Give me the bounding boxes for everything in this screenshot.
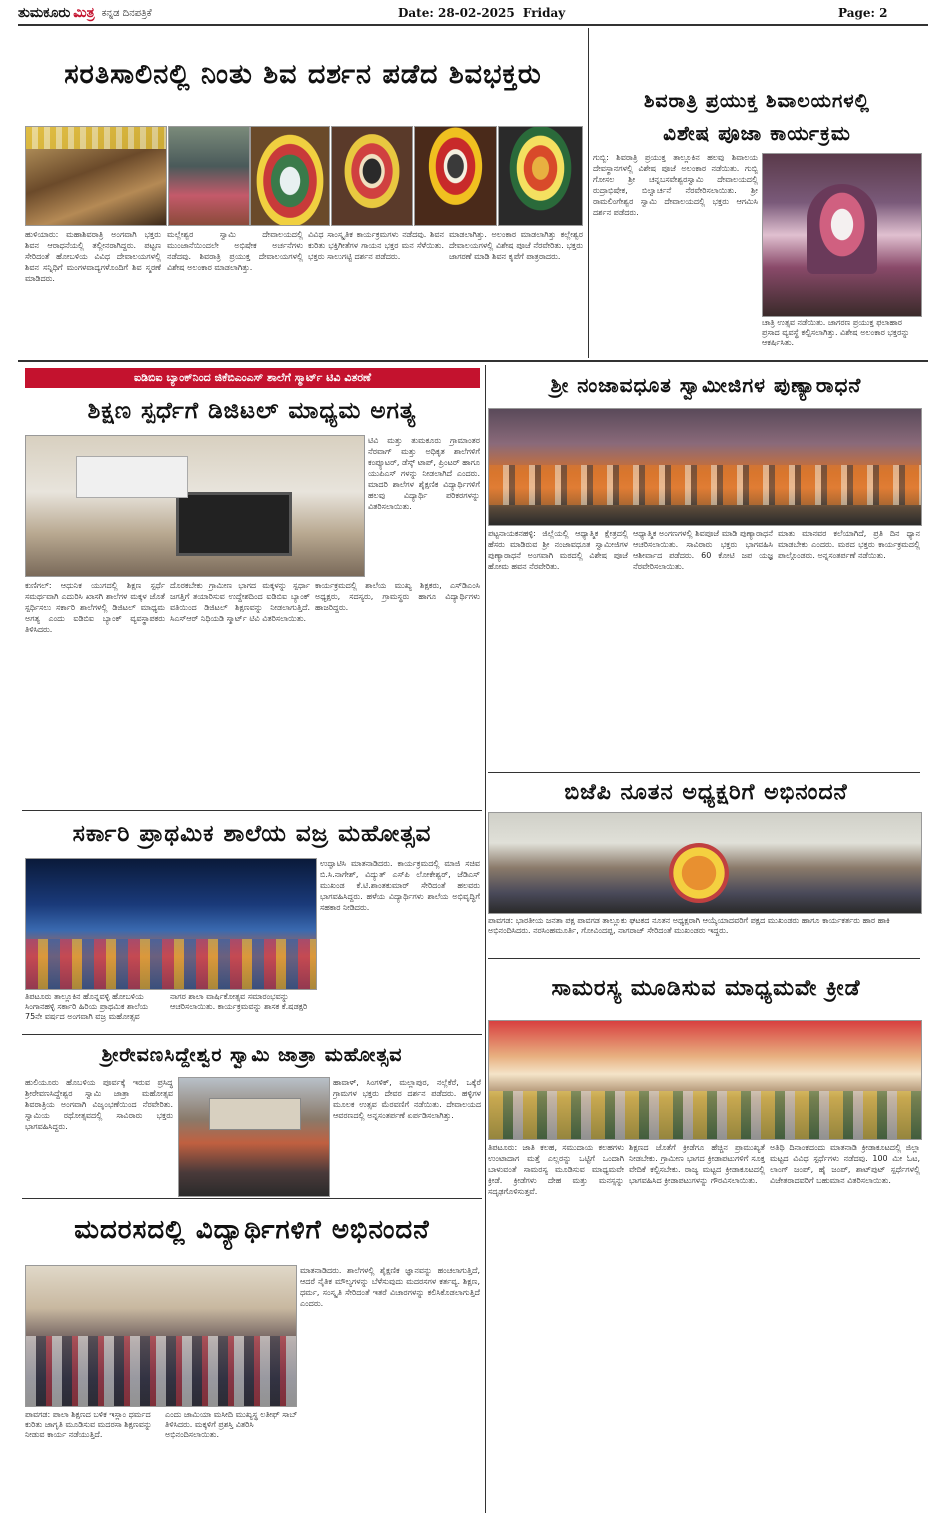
digital-media-column-2: ದೊರಕಬೇಕು ಗ್ರಾಮೀಣ ಭಾಗದ ಮಕ್ಕಳನ್ನು ಸ್ಪರ್ಧಾ ಜಗತ್ತಿಗೆ ತಯಾರಿಸುವ ಉದ್ದೇಶದಿಂದ ಐಡಿಬಿಐ ಬ್ಯಾಂಕ್ ವತಿಯಿಂದ ಡಿಜಿಟಲ್ ಶಿಕ್ಷಣವನ್ನು ನೀಡಲಾಗುತ್ತಿದೆ. ಸಿಎಸ್‌ಆರ್ ನಿಧಿಯಡಿ ಸ್ಮಾರ್ಟ್ ಟಿವಿ ವಿತರಿಸಲಾಯಿತು.: [170, 581, 310, 623]
issue-date: [398, 6, 565, 20]
madarasa-headline: ಮದರಸದಲ್ಲಿ ವಿದ್ಯಾರ್ಥಿಗಳಿಗೆ ಅಭಿನಂದನೆ: [74, 1214, 430, 1245]
special-puja-headline-2: ವಿಶೇಷ ಪೂಜಾ ಕಾರ್ಯಕ್ರಮ: [663, 121, 851, 145]
revanasiddeshwara-headline: ಶ್ರೀರೇವಣಸಿದ್ದೇಶ್ವರ ಸ್ವಾಮಿ ಜಾತ್ರಾ ಮಹೋತ್ಸವ: [101, 1044, 403, 1066]
madarasa-body: ಮಾತನಾಡಿದರು. ಶಾಲೆಗಳಲ್ಲಿ ಶೈಕ್ಷಣಿಕ ಜ್ಞಾನವನ್ನು ಹಂಚಲಾಗುತ್ತಿದೆ, ಆದರೆ ನೈತಿಕ ಮೌಲ್ಯಗಳನ್ನು ಬೆಳೆಸುವುದು ಮದರಸಗಳ ಕರ್ತವ್ಯ. ಶಿಕ್ಷಣ, ಧರ್ಮ, ಸಂಸ್ಕೃತಿ ಸೇರಿದಂತೆ ಇತರೆ ವಿಚಾರಗಳನ್ನು ಕಲಿಸಿಕೊಡಲಾಗುತ್ತಿದೆ ಎಂದರು.: [300, 1266, 480, 1308]
madarasa-caption-2: ಎಂದು ಜಾಮಿಯಾ ಮಸೀದಿ ಮುಖ್ಯಸ್ಥ ಲತೀಫ್ ಸಾಬ್ ತಿಳಿಸಿದರು. ಮಕ್ಕಳಿಗೆ ಪ್ರಶಸ್ತಿ ವಿತರಿಸಿ ಅಭಿನಂದಿಸಲಾಯಿತು.: [165, 1410, 298, 1439]
digital-media-column-1: ಕುಣಿಗಲ್: ಆಧುನಿಕ ಯುಗದಲ್ಲಿ ಶಿಕ್ಷಣ ಸ್ಪರ್ಧೆ ಸಮರ್ಥವಾಗಿ ಎದುರಿಸಿ ಖಾಸಗಿ ಶಾಲೆಗಳ ಮಕ್ಕಳ ಜೊತೆ ಸ್ಪರ್ಧಿಸಲು ಸರ್ಕಾರಿ ಶಾಲೆಗಳಲ್ಲಿ ಡಿಜಿಟಲ್ ಮಾಧ್ಯಮ ಅಗತ್ಯ ಎಂದು ಐಡಿಬಿಐ ಬ್ಯಾಂಕ್ ವ್ಯವಸ್ಥಾಪಕರು ತಿಳಿಸಿದರು.: [25, 581, 165, 634]
section-rule: [18, 360, 928, 362]
nanjavadhuta-column-2: ಆಧ್ಯಾತ್ಮಿಕ ಅಂಗಣಗಳಲ್ಲಿ ಶಿವಪೂಜೆ ಮಾಡಿ ಪುಣ್ಯಾರಾಧನೆ ಆಚರಿಸಲಾಯಿತು. ಸಾವಿರಾರು ಭಕ್ತರು ಭಾಗವಹಿಸಿ ಆಶೀರ್ವಾದ ಪಡೆದರು. 60 ಕೋಟಿ ಜಪ ಯಜ್ಞ ನೆರವೇರಿಸಲಾಯಿತು.: [633, 529, 773, 571]
section-rule: [488, 958, 920, 959]
shiva-queue-column-2: ಮಲ್ಲೇಶ್ವರ ಸ್ವಾಮಿ ದೇವಾಲಯದಲ್ಲಿ ಮುಂಜಾನೆಯಿಂದಲೇ ಅಭಿಷೇಕ ಅರ್ಚನೆಗಳು ನಡೆದವು. ಶಿವರಾತ್ರಿ ಪ್ರಯುಕ್ತ ದೇವಾಲಯಗಳಲ್ಲಿ ವಿಶೇಷ ಅಲಂಕಾರ ಮಾಡಲಾಗಿತ್ತು.: [167, 230, 303, 272]
digital-media-body-right: ಟಿವಿ ಮತ್ತು ತುಮಕೂರು ಗ್ರಾಮಾಂತರ ನೆರವಾಗ್ ಮತ್ತು ಅಧಿಕೃತ ಶಾಲೆಗಳಿಗೆ ಕಂಪ್ಯೂಟರ್, ಡೆಸ್ಕ್ ಟಾಪ್, ಪ್ರಿಂಟರ್ ಹಾಗೂ ಯುಪಿಎಸ್ ಗಳನ್ನು ನೀಡಲಾಗಿದೆ ಎಂದರು. ಮಾದರಿ ಶಾಲೆಗಳ ಶೈಕ್ಷಣಿಕ ವಿದ್ಯಾರ್ಥಿಗಳಿಗೆ ಹಲವು ವಿದ್ಯಾರ್ಥಿ ಪರಿಕರಗಳನ್ನು ವಿತರಿಸಲಾಯಿತು.: [368, 436, 480, 511]
digital-media-column-3: ಕಾರ್ಯಕ್ರಮದಲ್ಲಿ ಶಾಲೆಯ ಮುಖ್ಯ ಶಿಕ್ಷಕರು, ಎಸ್‌ಡಿಎಂಸಿ ಅಧ್ಯಕ್ಷರು, ಸದಸ್ಯರು, ಗ್ರಾಮಸ್ಥರು ಹಾಗೂ ವಿದ್ಯಾರ್ಥಿಗಳು ಹಾಜರಿದ್ದರು.: [315, 581, 480, 612]
masthead: [18, 4, 152, 22]
special-puja-headline-1: ಶಿವರಾತ್ರಿ ಪ್ರಯುಕ್ತ ಶಿವಾಲಯಗಳಲ್ಲಿ: [644, 90, 870, 112]
masthead-name-accent: ಮಿತ್ರ: [73, 5, 95, 21]
temple-photo: [331, 126, 413, 226]
shiva-queue-column-4: ಮಾಡಲಾಗಿತ್ತು. ಅಲಂಕಾರ ಮಾಡಲಾಗಿತ್ತು ಕಲ್ಲೇಶ್ವರ ದೇವಾಲಯಗಳಲ್ಲಿ ವಿಶೇಷ ಪೂಜೆ ನೆರವೇರಿತು. ಭಕ್ತರು ಜಾಗರಣೆ ಮಾಡಿ ಶಿವನ ಕೃಪೆಗೆ ಪಾತ್ರರಾದರು.: [449, 230, 583, 261]
crowd-photo: [488, 1020, 922, 1140]
digital-media-headline: ಶಿಕ್ಷಣ ಸ್ಪರ್ಧೆಗೆ ಡಿಜಿಟಲ್ ಮಾಧ್ಯಮ ಅಗತ್ಯ: [87, 398, 417, 424]
nanjavadhuta-headline: ಶ್ರೀ ನಂಜಾವಧೂತ ಸ್ವಾಮೀಜಿಗಳ ಪುಣ್ಯಾರಾಧನೆ: [550, 373, 862, 397]
stage-photo: [25, 858, 317, 990]
temple-photo: [498, 126, 583, 226]
column-divider: [588, 28, 589, 358]
day-text: Friday: [522, 6, 566, 20]
shiva-queue-headline: ಸರತಿಸಾಲಿನಲ್ಲಿ ನಿಂತು ಶಿವ ದರ್ಶನ ಪಡೆದ ಶಿವಭಕ್ತರು: [64, 59, 542, 90]
section-rule: [22, 810, 482, 811]
section-rule: [22, 1198, 482, 1199]
vajra-mahotsava-body: ಉದ್ಘಾಟಿಸಿ ಮಾತನಾಡಿದರು. ಕಾರ್ಯಕ್ರಮದಲ್ಲಿ ಮಾಜಿ ಸಚಿವ ಬಿ.ಸಿ.ನಾಗೇಶ್, ವಿದ್ಯುತ್ ಎಸ್‌ಪಿ ಲೋಕೇಶ್ವರ್, ಜೆಡಿಎಸ್ ಮುಖಂಡ ಕೆ.ಟಿ.ಶಾಂತಕುಮಾರ್ ಸೇರಿದಂತೆ ಹಲವರು ಭಾಗವಹಿಸಿದ್ದರು. ಹಳೆಯ ವಿದ್ಯಾರ್ಥಿಗಳು ಶಾಲೆಯ ಅಭಿವೃದ್ಧಿಗೆ ಸಹಕಾರ ನೀಡಿದರು.: [320, 859, 480, 912]
digital-media-kicker: ಐಡಿಬಿಐ ಬ್ಯಾಂಕ್‌ನಿಂದ ಜಿಕೆಬಿಎಂಎಸ್ ಶಾಲೆಗೆ ಸ್ಮಾರ್ಟ್ ಟಿವಿ ವಿತರಣೆ: [25, 368, 480, 388]
masthead-name: ತುಮಕೂರು: [18, 5, 71, 21]
special-puja-caption: ಚಾತ್ರಿ ಉತ್ಸವ ನಡೆಯಿತು. ಜಾಗರಣ ಪ್ರಯುಕ್ತ ಫಲಾಹಾರ ಪ್ರಸಾದ ವ್ಯವಸ್ಥೆ ಕಲ್ಪಿಸಲಾಗಿತ್ತು. ವಿಶೇಷ ಅಲಂಕಾರ ಭಕ್ತರನ್ನು ಆಕರ್ಷಿಸಿತು.: [762, 318, 910, 347]
festival-photo: [178, 1077, 330, 1197]
column-divider: [485, 365, 486, 1513]
sports-column-3: ಅತಿಥಿ ದಿನಾಂಕದಂದು ಮಾತನಾಡಿ ಕ್ರೀಡಾಕೂಟದಲ್ಲಿ ಜಿಲ್ಲಾ ಮಟ್ಟದ ವಿವಿಧ ಸ್ಪರ್ಧೆಗಳು ನಡೆದವು. 100 ಮೀ ಓಟ, ಲಾಂಗ್ ಜಂಪ್, ಹೈ ಜಂಪ್, ಶಾಟ್‌ಪುಟ್ ಸ್ಪರ್ಧೆಗಳಲ್ಲಿ ವಿಜೇತರಾದವರಿಗೆ ಬಹುಮಾನ ವಿತರಿಸಲಾಯಿತು.: [770, 1143, 920, 1185]
section-rule: [488, 772, 920, 773]
vajra-mahotsava-headline: ಸರ್ಕಾರಿ ಪ್ರಾಥಮಿಕ ಶಾಲೆಯ ವಜ್ರ ಮಹೋತ್ಸವ: [72, 821, 432, 847]
temple-photo: [168, 126, 250, 226]
vajra-mahotsava-caption: ತಿಪಟೂರು ತಾಲ್ಲೂಕಿನ ಹೊನ್ನವಳ್ಳಿ ಹೋಬಳಿಯ ಸಿಂಗಾನಹಳ್ಳಿ ಸರ್ಕಾರಿ ಹಿರಿಯ ಪ್ರಾಥಮಿಕ ಶಾಲೆಯ 75ನೇ ವರ್ಷದ ಅಂಗವಾಗಿ ವಜ್ರ ಮಹೋತ್ಸವ: [25, 992, 149, 1021]
temple-photo: [25, 126, 167, 226]
shrine-photo: [762, 153, 922, 317]
nanjavadhuta-column-3: ಮಾತು ಮಾನವರ ಕಲೆಯಾಗಿದೆ, ಪ್ರತಿ ದಿನ ಧ್ಯಾನ ಮಾಡಬೇಕು ಎಂದರು. ಮಠದ ಭಕ್ತರು ಕಾರ್ಯಕ್ರಮದಲ್ಲಿ ಪಾಲ್ಗೊಂಡರು. ಅನ್ನಸಂತರ್ಪಣೆ ನಡೆಯಿತು.: [778, 529, 920, 560]
section-rule: [22, 1034, 482, 1035]
temple-photo: [414, 126, 497, 226]
madarasa-caption: ಪಾವಗಡ: ಪಾಲಾ ಶಿಕ್ಷಣದ ಬಳಿಕ ಇಸ್ಲಾಂ ಧರ್ಮದ ಕುರಿತು ಜಾಗೃತಿ ಮೂಡಿಸುವ ಮದರಸಾ ಶಿಕ್ಷಣವನ್ನು ನೀಡುವ ಕಾರ್ಯ ನಡೆಯುತ್ತಿದೆ.: [25, 1410, 152, 1439]
nanjavadhuta-column-1: ಪಟ್ಟನಾಯಕನಹಳ್ಳಿ: ಜಿಲ್ಲೆಯಲ್ಲಿ ಆಧ್ಯಾತ್ಮಿಕ ಕ್ಷೇತ್ರದಲ್ಲಿ ಹೆಸರು ಮಾಡಿರುವ ಶ್ರೀ ನಂಜಾವಧೂತ ಸ್ವಾಮೀಜಿಗಳ ಪುಣ್ಯಾರಾಧನೆ ಅಂಗವಾಗಿ ಮಠದಲ್ಲಿ ವಿಶೇಷ ಪೂಜೆ ಹೋಮ ಹವನ ನೆರವೇರಿತು.: [488, 529, 628, 571]
shiva-queue-column-1: ಹುಳಿಯಾರು: ಮಹಾಶಿವರಾತ್ರಿ ಅಂಗವಾಗಿ ಭಕ್ತರು ಶಿವನ ಆರಾಧನೆಯಲ್ಲಿ ತಲ್ಲೀನರಾಗಿದ್ದರು. ಪಟ್ಟಣ ಸೇರಿದಂತೆ ಹೋಬಳಿಯ ವಿವಿಧ ದೇವಾಲಯಗಳಲ್ಲಿ ಶಿವನ ಸನ್ನಿಧಿಗೆ ಮಂಗಳವಾದ್ಯಗಳೊಂದಿಗೆ ಶಿವ ಸ್ಮರಣೆ ಮಾಡಿದರು.: [25, 230, 161, 283]
bjp-caption: ಪಾವಗಡ: ಭಾರತೀಯ ಜನತಾ ಪಕ್ಷ ಪಾವಗಡ ತಾಲ್ಲೂಕು ಘಟಕದ ನೂತನ ಅಧ್ಯಕ್ಷರಾಗಿ ಆಯ್ಕೆಯಾದವರಿಗೆ ಪಕ್ಷದ ಮುಖಂಡರು ಹಾಗೂ ಕಾರ್ಯಕರ್ತರು ಹಾರ ಹಾಕಿ ಅಭಿನಂದಿಸಿದರು. ನರಸಿಂಹಮೂರ್ತಿ, ಗೋವಿಂದಪ್ಪ, ನಾಗರಾಜ್ ಸೇರಿದಂತೆ ಮುಖಂಡರು ಇದ್ದರು.: [488, 916, 890, 935]
vajra-mahotsava-caption-2: ನಾಗರ ಶಾಲಾ ವಾರ್ಷಿಕೋತ್ಸವ ಸಮಾರಂಭವನ್ನು ಆಚರಿಸಲಾಯಿತು. ಕಾರ್ಯಕ್ರಮವನ್ನು ಶಾಸಕ ಕೆ.ಷಡಕ್ಷರಿ: [170, 992, 308, 1011]
sadhus-photo: [488, 408, 922, 526]
sports-column-2: ಶಿಕ್ಷಣದ ಜೊತೆಗೆ ಕ್ರೀಡೆಗೂ ಹೆಚ್ಚಿನ ಪ್ರಾಮುಖ್ಯತೆ ನೀಡಬೇಕು. ಗ್ರಾಮೀಣ ಭಾಗದ ಕ್ರೀಡಾಪಟುಗಳಿಗೆ ಸೂಕ್ತ ವೇದಿಕೆ ಕಲ್ಪಿಸಬೇಕು. ರಾಜ್ಯ ಮಟ್ಟದ ಕ್ರೀಡಾಕೂಟದಲ್ಲಿ ಭಾಗವಹಿಸಿದ ಕ್ರೀಡಾಪಟುಗಳನ್ನು ಗೌರವಿಸಲಾಯಿತು.: [629, 1143, 765, 1185]
classroom-photo: [25, 435, 365, 577]
bjp-headline: ಬಿಜೆಪಿ ನೂತನ ಅಧ್ಯಕ್ಷರಿಗೆ ಅಭಿನಂದನೆ: [564, 779, 848, 805]
felicitation-photo: [488, 812, 922, 914]
students-photo: [25, 1265, 297, 1407]
page-number: Page: 2: [838, 6, 888, 20]
date-text: Date: 28-02-2025: [398, 6, 515, 20]
masthead-tagline: ಕನ್ನಡ ದಿನಪತ್ರಿಕೆ: [101, 7, 152, 19]
revanasiddeshwara-body-right: ಹಾವಾಳ್, ಸಿಂಗಳಿಕ್, ಮಲ್ಲಾಪುರ, ನಲ್ಲೆಕೆರೆ, ಒಕ್ಕೆರೆ ಗ್ರಾಮಗಳ ಭಕ್ತರು ದೇವರ ದರ್ಶನ ಪಡೆದರು. ಹಳ್ಳಿಗಳ ಮೂಲಕ ಉತ್ಸವ ಮೆರವಣಿಗೆ ನಡೆಯಿತು. ದೇವಾಲಯದ ಆವರಣದಲ್ಲಿ ಅನ್ನಸಂತರ್ಪಣೆ ಏರ್ಪಡಿಸಲಾಗಿತ್ತು.: [333, 1078, 481, 1120]
temple-photo: [250, 126, 330, 226]
special-puja-body: ಗುಬ್ಬಿ: ಶಿವರಾತ್ರಿ ಪ್ರಯುಕ್ತ ತಾಲ್ಲೂಕಿನ ಹಲವು ಶಿವಾಲಯ ದೇವಸ್ಥಾನಗಳಲ್ಲಿ ವಿಶೇಷ ಪೂಜೆ ಅಲಂಕಾರ ನಡೆಯಿತು. ಗುಬ್ಬಿ ಗೋಸಲ ಶ್ರೀ ಚನ್ನಬಸವೇಶ್ವರಸ್ವಾಮಿ ದೇವಾಲಯದಲ್ಲಿ ರುದ್ರಾಭಿಷೇಕ, ಬಿಲ್ವಾರ್ಚನೆ ನೆರವೇರಿಸಲಾಯಿತು. ಶ್ರೀ ರಾಮಲಿಂಗೇಶ್ವರ ಸ್ವಾಮಿ ದೇವಾಲಯದಲ್ಲಿ ಭಕ್ತರು ಆಗಮಿಸಿ ದರ್ಶನ ಪಡೆದರು.: [593, 153, 758, 217]
header-rule: [18, 24, 928, 26]
sports-headline: ಸಾಮರಸ್ಯ ಮೂಡಿಸುವ ಮಾಧ್ಯಮವೇ ಕ್ರೀಡೆ: [551, 975, 861, 1001]
revanasiddeshwara-body-left: ಹುಲಿಯೂರು ಹೊಬಳಿಯ ಪೂರ್ವಕ್ಕೆ ಇರುವ ಪ್ರಸಿದ್ಧ ಶ್ರೀರೇವಣಸಿದ್ದೇಶ್ವರ ಸ್ವಾಮಿ ಜಾತ್ರಾ ಮಹೋತ್ಸವ ಶಿವರಾತ್ರಿಯ ಅಂಗವಾಗಿ ವಿಜೃಂಭಣೆಯಿಂದ ನೆರವೇರಿತು. ಸ್ವಾಮಿಯ ರಥೋತ್ಸವದಲ್ಲಿ ಸಾವಿರಾರು ಭಕ್ತರು ಭಾಗವಹಿಸಿದ್ದರು.: [25, 1078, 173, 1131]
sports-column-1: ತಿಪಟೂರು: ಜಾತಿ ಕಲಹ, ಸಮುದಾಯ ಕಲಹಗಳು ಉಂಟಾದಾಗ ಮತ್ತೆ ಎಲ್ಲರನ್ನು ಒಟ್ಟಿಗೆ ಒಂದಾಗಿ ಬಾಳುವಂತೆ ಸಾಮರಸ್ಯ ಮೂಡಿಸುವ ಮಾಧ್ಯಮವೇ ಕ್ರೀಡೆ. ಕ್ರೀಡೆಗಳು ದೇಹ ಮತ್ತು ಮನಸ್ಸನ್ನು ಸದೃಢಗೊಳಿಸುತ್ತವೆ.: [488, 1143, 624, 1196]
shiva-queue-column-3: ವಿವಿಧ ಸಾಂಸ್ಕೃತಿಕ ಕಾರ್ಯಕ್ರಮಗಳು ನಡೆದವು. ಶಿವನ ಕುರಿತು ಭಕ್ತಿಗೀತೆಗಳ ಗಾಯನ ಭಕ್ತರ ಮನ ಸೆಳೆಯಿತು. ಭಕ್ತರು ಸಾಲುಗಟ್ಟಿ ದರ್ಶನ ಪಡೆದರು.: [308, 230, 444, 261]
